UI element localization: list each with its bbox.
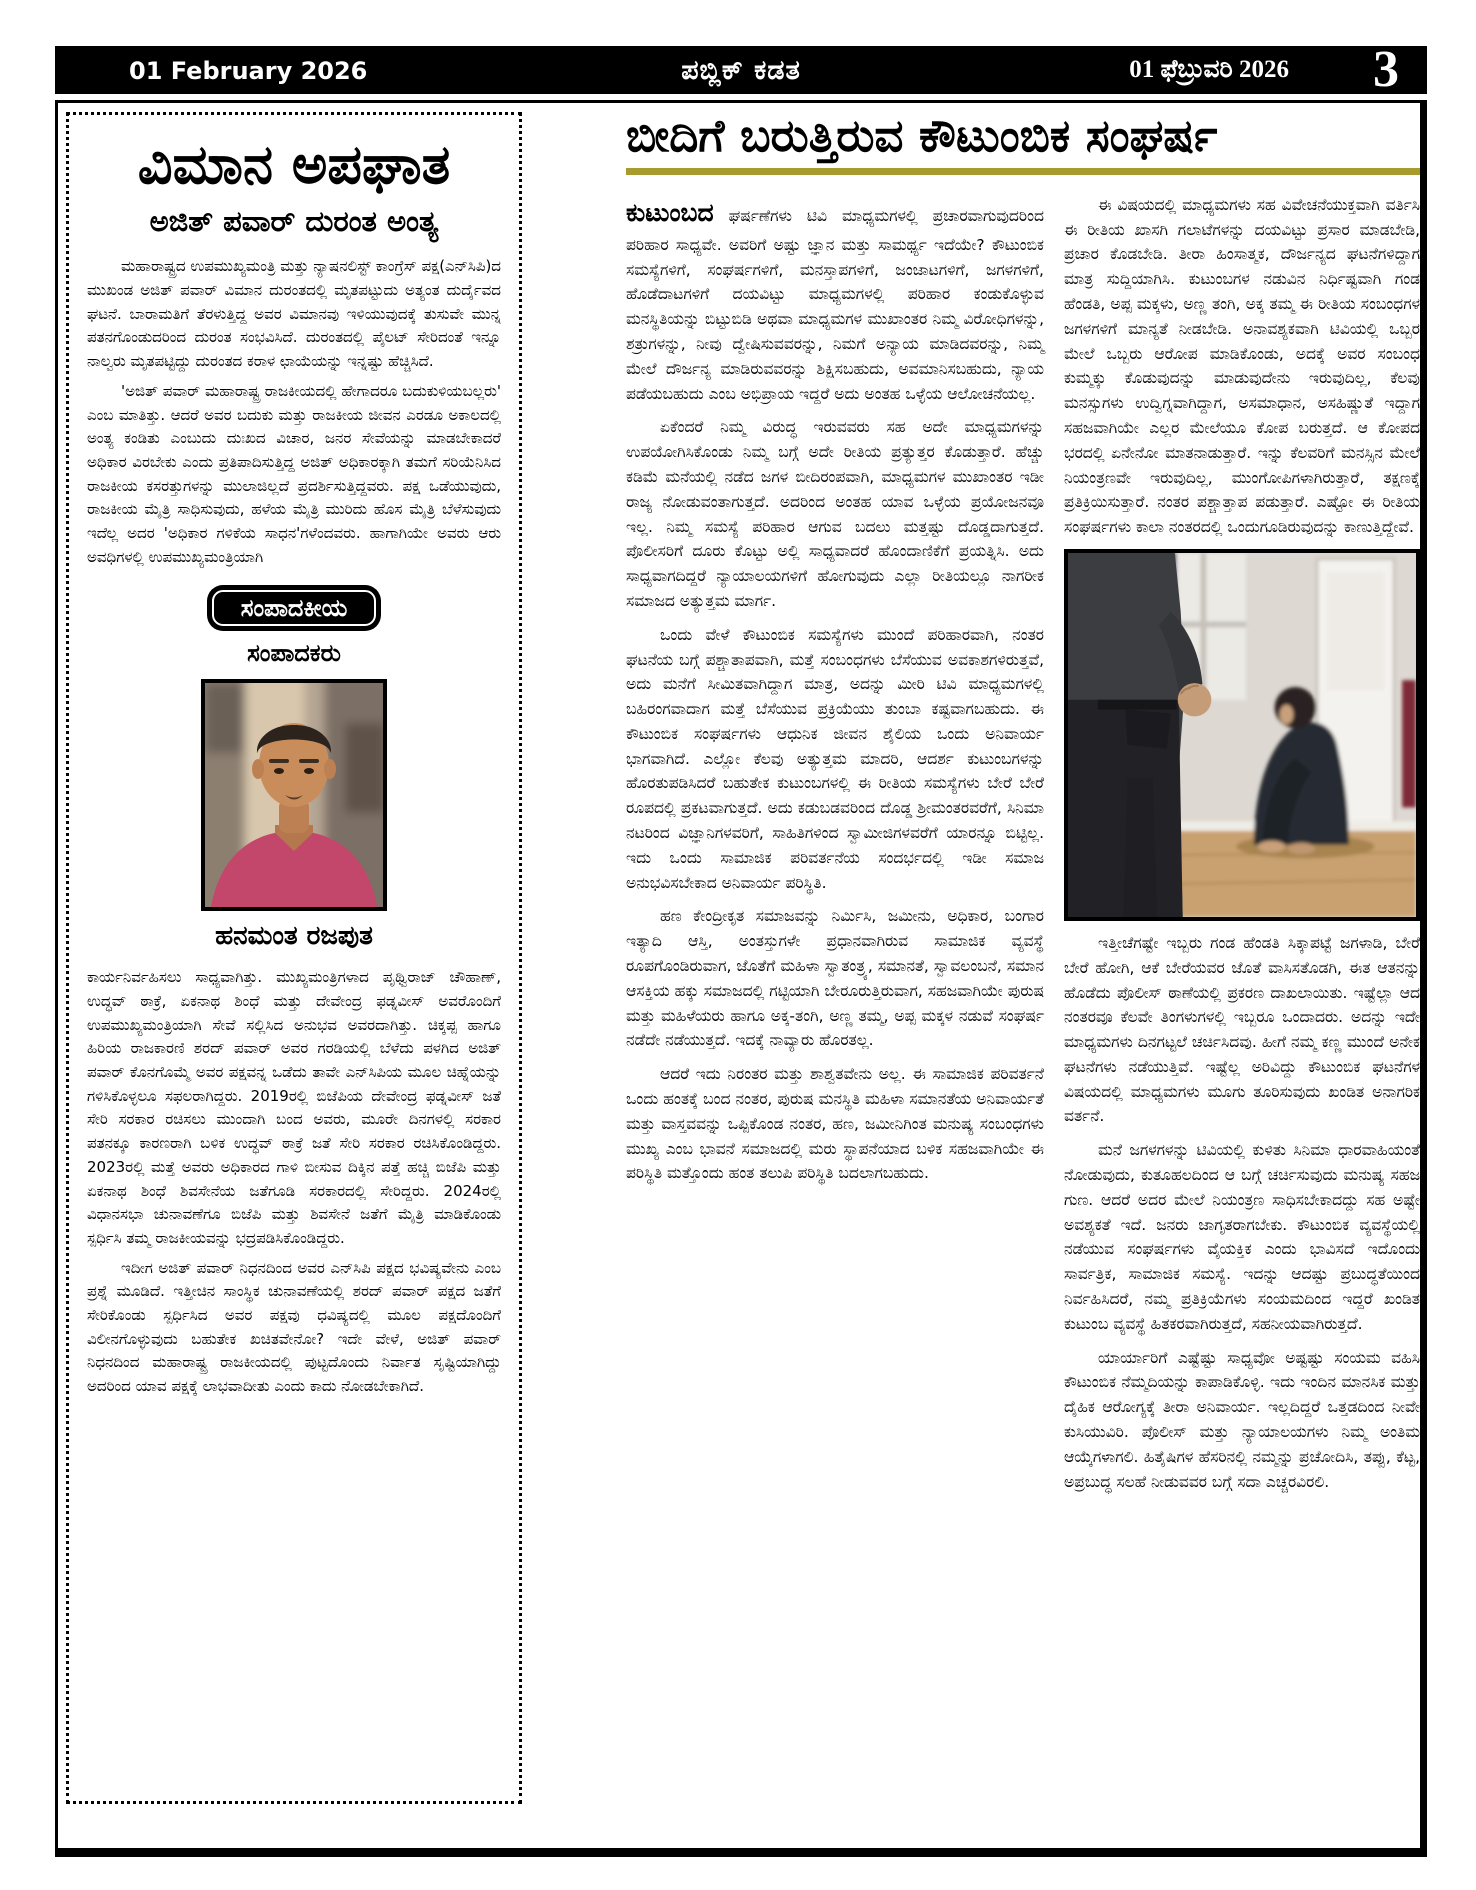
editorial-paragraph: 'ಅಜಿತ್ ಪವಾರ್ ಮಹಾರಾಷ್ಟ್ರ ರಾಜಕೀಯದಲ್ಲಿ ಹೇಗಾದರೂ ಬದುಕುಳಿಯಬಲ್ಲರು' ಎಂಬ ಮಾತಿತ್ತು. ಆದರೆ ಅವರ ಬದುಕು ಮತ್ತು ರಾಜಕೀಯ ಜೀವನ ಎರಡೂ ಅಕಾಲದಲ್ಲಿ ಅಂತ್ಯ ಕಂಡಿತು ಎಂಬುದು ದುಃಖದ ವಿಚಾರ, ಜನರ ಸೇವೆಯನ್ನು ಮಾಡಬೇಕಾದರೆ ಅಧಿಕಾರ ವಿರಬೇಕು ಎಂದು ಪ್ರತಿಪಾದಿಸುತ್ತಿದ್ದ ಅಜಿತ್ ಅಧಿಕಾರಕ್ಕಾಗಿ ತಮಗೆ ಸರಿಯೆನಿಸಿದ ರಾಜಕೀಯ ಕಸರತ್ತುಗಳನ್ನು ಮುಲಾಜಿಲ್ಲದೆ ಪ್ರದರ್ಶಿಸುತ್ತಿದ್ದವರು. ಪಕ್ಷ ಒಡೆಯುವುದು, ರಾಜಕೀಯ ಮೈತ್ರಿ ಸಾಧಿಸುವುದು, ಹಳೆಯ ಮೈತ್ರಿ ಮುರಿದು ಹೊಸ ಮೈತ್ರಿ ಬೆಳೆಸುವುದು ಇದೆಲ್ಲ ಅದರ 'ಅಧಿಕಾರ ಗಳಿಕೆಯ ಸಾಧನ'ಗಳೆಂದವರು. ಹಾಗಾಗಿಯೇ ಅವರು ಆರು ಅವಧಿಗಳಲ್ಲಿ ಉಪಮುಖ್ಯಮಂತ್ರಿಯಾಗಿ <box>87 381 501 566</box>
article-lead-paragraph <box>626 193 1044 407</box>
article-column-2 <box>1064 193 1420 1805</box>
editorial-title: ವಿಮಾನ ಅಪಘಾತ <box>137 133 451 196</box>
article-paragraph: ಈ ವಿಷಯದಲ್ಲಿ ಮಾಧ್ಯಮಗಳು ಸಹ ವಿವೇಚನೆಯುಕ್ತವಾಗಿ ವರ್ತಿಸಿ ಈ ರೀತಿಯ ಖಾಸಗಿ ಗಲಾಟೆಗಳನ್ನು ದಯವಿಟ್ಟು ಪ್ರಸಾರ ಮಾಡಬೇಡಿ, ಪ್ರಚಾರ ಕೊಡಬೇಡಿ. ತೀರಾ ಹಿಂಸಾತ್ಮಕ, ದೌರ್ಜನ್ಯದ ಘಟನೆಗಳಿದ್ದಾಗ ಮಾತ್ರ ಸುದ್ದಿಯಾಗಿಸಿ. ಕುಟುಂಬಗಳ ನಡುವಿನ ನಿರ್ಧಿಷ್ಟವಾಗಿ ಗಂಡ ಹೆಂಡತಿ, ಅಪ್ಪ ಮಕ್ಕಳು, ಅಣ್ಣ ತಂಗಿ, ಅಕ್ಕ ತಮ್ಮ ಈ ರೀತಿಯ ಸಂಬಂಧಗಳ ಜಗಳಗಳಿಗೆ ಮಾನ್ಯತೆ ನೀಡಬೇಡಿ. ಅನಾವಶ್ಯಕವಾಗಿ ಟಿವಿಯಲ್ಲಿ ಒಬ್ಬರ ಮೇಲೆ ಒಬ್ಬರು ಆರೋಪ ಮಾಡಿಕೊಂಡು, ಅದಕ್ಕೆ ಅವರ ಸಂಬಂಧ ಕುಮ್ಮಕ್ಕು ಕೊಡುವುದನ್ನು ಮಾಡುವುದೇನು ಇರುವುದಿಲ್ಲ, ಕೆಲವು ಮನಸ್ಸುಗಳು ಉದ್ವಿಗ್ನವಾಗಿದ್ದಾಗ, ಅಸಮಾಧಾನ, ಅಸಹಿಷ್ಣುತೆ ಇದ್ದಾಗ ಸಹಜವಾಗಿಯೇ ಎಲ್ಲರ ಮೇಲೆಯೂ ಕೋಪ ಬರುತ್ತದೆ. ಆ ಕೋಪದ ಭರದಲ್ಲಿ ಏನೇನೋ ಮಾತನಾಡುತ್ತಾರೆ. ಇನ್ನು ಕೆಲವರಿಗೆ ಮನಸ್ಸಿನ ಮೇಲೆ ನಿಯಂತ್ರಣವೇ ಇರುವುದಿಲ್ಲ, ಮುಂಗೋಪಿಗಳಾಗಿರುತ್ತಾರೆ, ತಕ್ಷಣಕ್ಕೆ ಪ್ರತಿಕ್ರಿಯಿಸುತ್ತಾರೆ. ನಂತರ ಪಶ್ಚಾತ್ತಾಪ ಪಡುತ್ತಾರೆ. ಎಷ್ಟೋ ಈ ರೀತಿಯ ಸಂಘರ್ಷಗಳು ಕಾಲಾ ನಂತರದಲ್ಲಿ ಒಂದುಗೂಡಿರುವುದನ್ನು ಕಾಣುತ್ತಿದ್ದೇವೆ. <box>1064 195 1420 537</box>
header-bar <box>55 41 1427 98</box>
article-paragraph: ಮನೆ ಜಗಳಗಳನ್ನು ಟಿವಿಯಲ್ಲಿ ಕುಳಿತು ಸಿನಿಮಾ ಧಾರವಾಹಿಯಂತೆ ನೋಡುವುದು, ಕುತೂಹಲದಿಂದ ಆ ಬಗ್ಗೆ ಚರ್ಚಿಸುವುದು ಮನುಷ್ಯ ಸಹಜ ಗುಣ. ಆದರೆ ಅದರ ಮೇಲೆ ನಿಯಂತ್ರಣ ಸಾಧಿಸಬೇಕಾದದ್ದು ಸಹ ಅಷ್ಟೇ ಅವಶ್ಯಕತೆ ಇದೆ. ಜನರು ಜಾಗೃತರಾಗಬೇಕು. ಕೌಟುಂಬಿಕ ವ್ಯವಸ್ಥೆಯಲ್ಲಿ ನಡೆಯುವ ಸಂಘರ್ಷಗಳು ವೈಯಕ್ತಿಕ ಎಂದು ಭಾವಿಸದೆ ಇದೊಂದು ಸಾರ್ವತ್ರಿಕ, ಸಾಮಾಜಿಕ ಸಮಸ್ಯೆ. ಇದನ್ನು ಆದಷ್ಟು ಪ್ರಬುದ್ಧತೆಯಿಂದ ನಿರ್ವಹಿಸಿದರೆ, ನಮ್ಮ ಪ್ರತಿಕ್ರಿಯೆಗಳು ಸಂಯಮದಿಂದ ಇದ್ದರೆ ಖಂಡಿತ ಕುಟುಂಬ ವ್ಯವಸ್ಥೆ ಹಿತಕರವಾಗಿರುತ್ತದೆ, ಸಹನೀಯವಾಗಿರುತ್ತದೆ. <box>1064 1141 1420 1333</box>
lead-word: ಕುಟುಂಬದ <box>626 197 714 227</box>
editor-label: ಸಂಪಾದಕರು <box>247 639 341 668</box>
lead-paragraph-text: ಘರ್ಷಣೆಗಳು ಟಿವಿ ಮಾಧ್ಯಮಗಳಲ್ಲಿ ಪ್ರಚಾರವಾಗುವುದರಿಂದ ಪರಿಹಾರ ಸಾಧ್ಯವೇ. ಅವರಿಗೆ ಅಷ್ಟು ಜ್ಞಾನ ಮತ್ತು ಸಾಮರ್ಥ್ಯ ಇದೆಯೇ? ಕೌಟುಂಬಿಕ ಸಮಸ್ಯೆಗಳಿಗೆ, ಸಂಘರ್ಷಗಳಿಗೆ, ಮನಸ್ತಾಪಗಳಿಗೆ, ಜಂಜಾಟಗಳಿಗೆ, ಜಗಳಗಳಿಗೆ, ಹೊಡೆದಾಟಗಳಿಗೆ ದಯವಿಟ್ಟು ಮಾಧ್ಯಮಗಳಲ್ಲಿ ಪರಿಹಾರ ಕಂಡುಕೊಳ್ಳುವ ಮನಸ್ಥಿತಿಯನ್ನು ಬಿಟ್ಟುಬಿಡಿ ಅಥವಾ ಮಾಧ್ಯಮಗಳ ಮುಖಾಂತರ ನಿಮ್ಮ ವಿರೋಧಿಗಳನ್ನು, ಶತ್ರುಗಳನ್ನು, ನೀವು ದ್ವೇಷಿಸುವವರನ್ನು, ನಿಮಗೆ ಅನ್ಯಾಯ ಮಾಡಿದವರನ್ನು, ನಿಮ್ಮ ಮೇಲೆ ದೌರ್ಜನ್ಯ ಮಾಡಿರುವವರನ್ನು ಶಿಕ್ಷಿಸಬಹುದು, ಅವಮಾನಿಸಬಹುದು, ನ್ಯಾಯ ಪಡೆಯಬಹುದು ಎಂಬ ಅಭಿಪ್ರಾಯ ಇದ್ದರೆ ಅದು ಅಂತಹ ಒಳ್ಳೆಯ ಆಲೋಚನೆಯಲ್ಲ. <box>626 206 1044 403</box>
editorial-paragraph: ಕಾರ್ಯನಿರ್ವಹಿಸಲು ಸಾಧ್ಯವಾಗಿತ್ತು. ಮುಖ್ಯಮಂತ್ರಿಗಳಾದ ಪೃಥ್ವಿರಾಜ್ ಚೌಹಾಣ್, ಉದ್ಧವ್ ಠಾಕ್ರೆ, ಏಕನಾಥ ಶಿಂಧೆ ಮತ್ತು ದೇವೇಂದ್ರ ಫಡ್ನವೀಸ್ ಅವರೊಂದಿಗೆ ಉಪಮುಖ್ಯಮಂತ್ರಿಯಾಗಿ ಸೇವೆ ಸಲ್ಲಿಸಿದ ಅನುಭವ ಅವರದಾಗಿತ್ತು. ಚಿಕ್ಕಪ್ಪ ಹಾಗೂ ಹಿರಿಯ ರಾಜಕಾರಣಿ ಶರದ್ ಪವಾರ್ ಅವರ ಗರಡಿಯಲ್ಲಿ ಬೆಳೆದು ಪಳಗಿದ ಅಜಿತ್ ಪವಾರ್ ಕೊನಗೊಮ್ಮೆ ಅವರ ಪಕ್ಷವನ್ನ ಒಡೆದು ತಾವೇ ಎನ್‌ಸಿಪಿಯ ಮೂಲ ಚಿಹ್ನೆಯನ್ನು ಗಳಿಸಿಕೊಳ್ಳಲೂ ಸಫಲರಾಗಿದ್ದರು. 2019ರಲ್ಲಿ ಬಿಜೆಪಿಯ ದೇವೇಂದ್ರ ಫಡ್ನವೀಸ್ ಜತೆ ಸೇರಿ ಸರಕಾರ ರಚಿಸಲು ಮುಂದಾಗಿ ಬಂದ ಅವರು, ಮೂರೇ ದಿನಗಳಲ್ಲಿ ಸರಕಾರ ಪತನಕ್ಕೂ ಕಾರಣರಾಗಿ ಬಳಿಕ ಉದ್ಧವ್ ಠಾಕ್ರೆ ಜತೆ ಸೇರಿ ಸರಕಾರ ರಚಿಸಿಕೊಂಡಿದ್ದರು. 2023ರಲ್ಲಿ ಮತ್ತೆ ಅವರು ಅಧಿಕಾರದ ಗಾಳಿ ಬೀಸುವ ದಿಕ್ಕಿನ ಪತ್ತೆ ಹಚ್ಚಿ ಬಿಜೆಪಿ ಮತ್ತು ಏಕನಾಥ ಶಿಂಧೆ ಶಿವಸೇನೆಯ ಜತೆಗೂಡಿ ಸರಕಾರದಲ್ಲಿ ಸೇರಿದ್ದರು. 2024ರಲ್ಲಿ ವಿಧಾನಸಭಾ ಚುನಾವಣೆಗೂ ಬಿಜೆಪಿ ಮತ್ತು ಶಿವಸೇನೆ ಜತೆಗೆ ಮೈತ್ರಿ ಮಾಡಿಕೊಂಡು ಸ್ಪರ್ಧಿಸಿ ತಮ್ಮ ರಾಜಕೀಯವನ್ನು ಭದ್ರಪಡಿಸಿಕೊಂಡಿದ್ದರು. <box>87 968 501 1247</box>
editor-photo <box>201 679 387 911</box>
main-article <box>626 110 1420 1850</box>
header-date-english: 01 February 2026 <box>129 57 368 85</box>
article-paragraph: ಏಕೆಂದರೆ ನಿಮ್ಮ ವಿರುದ್ಧ ಇರುವವರು ಸಹ ಅದೇ ಮಾಧ್ಯಮಗಳನ್ನು ಉಪಯೋಗಿಸಿಕೊಂಡು ನಿಮ್ಮ ಬಗ್ಗೆ ಅದೇ ರೀತಿಯ ಪ್ರತ್ಯುತ್ತರ ಕೊಡುತ್ತಾರೆ. ಹೆಚ್ಚು ಕಡಿಮೆ ಮನೆಯಲ್ಲಿ ನಡೆದ ಜಗಳ ಬೀದಿರಂಪವಾಗಿ, ಮಾಧ್ಯಮಗಳ ಮುಖಾಂತರ ಇಡೀ ರಾಜ್ಯ ನೋಡುವಂತಾಗುತ್ತದೆ. ಅದರಿಂದ ಅಂತಹ ಯಾವ ಒಳ್ಳೆಯ ಪ್ರಯೋಜನವೂ ಇಲ್ಲ. ನಿಮ್ಮ ಸಮಸ್ಯೆ ಪರಿಹಾರ ಆಗುವ ಬದಲು ಮತ್ತಷ್ಟು ದೊಡ್ಡದಾಗುತ್ತದೆ. ಪೊಲೀಸರಿಗೆ ದೂರು ಕೊಟ್ಟು ಅಲ್ಲಿ ಸಾಧ್ಯವಾದರೆ ಹೊಂದಾಣಿಕೆಗೆ ಪ್ರಯತ್ನಿಸಿ. ಅದು ಸಾಧ್ಯವಾಗದಿದ್ದರೆ ನ್ಯಾಯಾಲಯಗಳಿಗೆ ಹೋಗುವುದು ಎಲ್ಲಾ ರೀತಿಯಲ್ಲೂ ನಾಗರೀಕ ಸಮಾಜದ ಅತ್ಯುತ್ತಮ ಮಾರ್ಗ. <box>626 418 1044 610</box>
article-column-1 <box>626 193 1044 1805</box>
editorial-paragraph: ಮಹಾರಾಷ್ಟ್ರದ ಉಪಮುಖ್ಯಮಂತ್ರಿ ಮತ್ತು ನ್ಯಾಷನಲಿಸ್ಟ್ ಕಾಂಗ್ರೆಸ್ ಪಕ್ಷ(ಎನ್‌ಸಿಪಿ)ದ ಮುಖಂಡ ಅಜಿತ್ ಪವಾರ್ ವಿಮಾನ ದುರಂತದಲ್ಲಿ ಮೃತಪಟ್ಟುದು ಅತ್ಯಂತ ದುರ್ದೈವದ ಘಟನೆ. ಬಾರಾಮತಿಗೆ ತೆರಳುತ್ತಿದ್ದ ಅವರ ವಿಮಾನವು ಇಳಿಯುವುದಕ್ಕೆ ತುಸುವೇ ಮುನ್ನ ಪತನಗೊಂಡುದರಿಂದ ದುರಂತ ಸಂಭವಿಸಿದೆ. ದುರಂತದಲ್ಲಿ ಪೈಲಟ್ ಸೇರಿದಂತೆ ಇನ್ನೂ ನಾಲ್ವರು ಮೃತಪಟ್ಟಿದ್ದು ದುರಂತದ ಕರಾಳ ಛಾಯೆಯನ್ನು ಇನ್ನಷ್ಟು ಹೆಚ್ಚಿಸಿದೆ. <box>87 257 501 371</box>
article-headline: ಬೀದಿಗೆ ಬರುತ್ತಿರುವ ಕೌಟುಂಬಿಕ ಸಂಘರ್ಷ <box>626 109 1218 162</box>
masthead-title: ಪಬ್ಲಿಕ್ ಕಡತ <box>681 55 801 86</box>
editorial-box <box>66 112 522 1804</box>
page-number: 3 <box>1373 41 1399 98</box>
editor-portrait-illustration <box>205 683 383 907</box>
article-paragraph: ಆದರೆ ಇದು ನಿರಂತರ ಮತ್ತು ಶಾಶ್ವತವೇನು ಅಲ್ಲ. ಈ ಸಾಮಾಜಿಕ ಪರಿವರ್ತನೆ ಒಂದು ಹಂತಕ್ಕೆ ಬಂದ ನಂತರ, ಪುರುಷ ಮನಸ್ಥಿತಿ ಮಹಿಳಾ ಸಮಾನತೆಯ ಅನಿವಾರ್ಯತೆ ಮತ್ತು ವಾಸ್ತವವನ್ನು ಒಪ್ಪಿಕೊಂಡ ನಂತರ, ಹಣ, ಜಮೀನಿಗಿಂತ ಮನುಷ್ಯ ಸಂಬಂಧಗಳು ಮುಖ್ಯ ಎಂಬ ಭಾವನೆ ಸಮಾಜದಲ್ಲಿ ಮರು ಸ್ಥಾಪನೆಯಾದ ಬಳಿಕ ಸಹಜವಾಗಿಯೇ ಈ ಪರಿಸ್ಥಿತಿ ಮತ್ತೊಂದು ಹಂತ ತಲುಪಿ ಪರಿಸ್ಥಿತಿ ಬದಲಾಗಬಹುದು. <box>626 1065 1044 1183</box>
conflict-photo <box>1064 549 1420 921</box>
editorial-badge-row <box>87 585 501 631</box>
editorial-badge: ಸಂಪಾದಕೀಯ <box>207 585 382 631</box>
article-paragraph: ಹಣ ಕೇಂದ್ರೀಕೃತ ಸಮಾಜವನ್ನು ನಿರ್ಮಿಸಿ, ಜಮೀನು, ಅಧಿಕಾರ, ಬಂಗಾರ ಇತ್ಯಾದಿ ಆಸ್ತಿ, ಅಂತಸ್ತುಗಳೇ ಪ್ರಧಾನವಾಗಿರುವ ಸಾಮಾಜಿಕ ವ್ಯವಸ್ಥೆ ರೂಪಗೊಂಡಿರುವಾಗ, ಜೊತೆಗೆ ಮಹಿಳಾ ಸ್ವಾತಂತ್ರ್ಯ, ಸಮಾನತೆ, ಸ್ವಾವಲಂಬನೆ, ಸಮಾನ ಆಸಕ್ತಿಯ ಹಕ್ಕು ಸಮಾಜದಲ್ಲಿ ಗಟ್ಟಿಯಾಗಿ ಬೇರೂರುತ್ತಿರುವಾಗ, ಸಹಜವಾಗಿಯೇ ಪುರುಷ ಮತ್ತು ಮಹಿಳೆಯರು ಹಾಗೂ ಅಕ್ಕ-ತಂಗಿ, ಅಣ್ಣ ತಮ್ಮ, ಅಪ್ಪ ಮಕ್ಕಳ ನಡುವೆ ಸಂಘರ್ಷ ನಡೆದೇ ನಡೆಯುತ್ತದೆ. ಇದಕ್ಕೆ ನಾವ್ಯಾರು ಹೊರತಲ್ಲ. <box>626 907 1044 1050</box>
article-columns <box>626 193 1420 1805</box>
header-date-kannada: 01 ಫೆಬ್ರುವರಿ 2026 <box>1129 56 1289 83</box>
editorial-paragraph: ಇದೀಗ ಅಜಿತ್ ಪವಾರ್ ನಿಧನದಿಂದ ಅವರ ಎನ್‌ಸಿಪಿ ಪಕ್ಷದ ಭವಿಷ್ಯವೇನು ಎಂಬ ಪ್ರಶ್ನೆ ಮೂಡಿದೆ. ಇತ್ತೀಚಿನ ಸಾಂಸ್ಥಿಕ ಚುನಾವಣೆಯಲ್ಲಿ ಶರದ್ ಪವಾರ್ ಪಕ್ಷದ ಜತೆಗೆ ಸೇರಿಕೊಂಡು ಸ್ಪರ್ಧಿಸಿದ ಅವರ ಪಕ್ಷವು ಧವಿಷ್ಯದಲ್ಲಿ ಮೂಲ ಪಕ್ಷದೊಂದಿಗೆ ವಿಲೀನಗೊಳ್ಳುವುದು ಬಹುತೇಕ ಖಚಿತವೇನೋ? ಇದೇ ವೇಳೆ, ಅಜಿತ್ ಪವಾರ್ ನಿಧನದಿಂದ ಮಹಾರಾಷ್ಟ್ರ ರಾಜಕೀಯದಲ್ಲಿ ಪುಟ್ಟದೊಂದು ನಿರ್ವಾತ ಸೃಷ್ಟಿಯಾಗಿದ್ದು ಅದರಿಂದ ಯಾವ ಪಕ್ಷಕ್ಕೆ ಲಾಭವಾದೀತು ಎಂದು ಕಾದು ನೋಡಬೇಕಾಗಿದೆ. <box>87 1258 501 1396</box>
editorial-subtitle: ಅಜಿತ್ ಪವಾರ್ ದುರಂತ ಅಂತ್ಯ <box>149 204 439 239</box>
article-paragraph: ಒಂದು ವೇಳೆ ಕೌಟುಂಬಿಕ ಸಮಸ್ಯೆಗಳು ಮುಂದೆ ಪರಿಹಾರವಾಗಿ, ನಂತರ ಘಟನೆಯ ಬಗ್ಗೆ ಪಶ್ಚಾತಾಪವಾಗಿ, ಮತ್ತೆ ಸಂಬಂಧಗಳು ಬೆಸೆಯುವ ಅವಕಾಶಗಳಿರುತ್ತವೆ, ಅದು ಮನೆಗೆ ಸೀಮಿತವಾಗಿದ್ದಾಗ ಮಾತ್ರ, ಅದನ್ನು ಮೀರಿ ಟಿವಿ ಮಾಧ್ಯಮಗಳಲ್ಲಿ ಬಹಿರಂಗವಾದಾಗ ಮತ್ತೆ ಬೆಸೆಯುವ ಪ್ರಕ್ರಿಯೆಯು ತುಂಬಾ ಕಷ್ಟವಾಗಬಹುದು. ಈ ಕೌಟುಂಬಿಕ ಸಂಘರ್ಷಗಳು ಆಧುನಿಕ ಜೀವನ ಶೈಲಿಯ ಒಂದು ಅನಿವಾರ್ಯ ಭಾಗವಾಗಿದೆ. ಎಲ್ಲೋ ಕೆಲವು ಅತ್ಯುತ್ತಮ ಮಾದರಿ, ಆದರ್ಶ ಕುಟುಂಬಗಳನ್ನು ಹೊರತುಪಡಿಸಿದರೆ ಬಹುತೇಕ ಕುಟುಂಬಗಳಲ್ಲಿ ಈ ರೀತಿಯ ಸಮಸ್ಯೆಗಳು ಬೇರೆ ಬೇರೆ ರೂಪದಲ್ಲಿ ಪ್ರಕಟವಾಗುತ್ತದೆ. ಅದು ಕಡುಬಡವರಿಂದ ದೊಡ್ಡ ಶ್ರೀಮಂತರವರೆಗೆ, ಸಿನಿಮಾ ನಟರಿಂದ ವಿಜ್ಞಾನಿಗಳವರಿಗೆ, ಸಾಹಿತಿಗಳಿಂದ ಸ್ವಾಮೀಜಿಗಳವರೆಗೆ ಯಾರನ್ನೂ ಬಿಟ್ಟಿಲ್ಲ. ಇದು ಒಂದು ಸಾಮಾಜಿಕ ಪರಿವರ್ತನೆಯ ಸಂದರ್ಭದಲ್ಲಿ ಇಡೀ ಸಮಾಜ ಅನುಭವಿಸಬೇಕಾದ ಅನಿವಾರ್ಯ ಪರಿಸ್ಥಿತಿ. <box>626 625 1044 892</box>
article-paragraph: ಯಾರ್ಯಾರಿಗೆ ಎಷ್ಟೆಷ್ಟು ಸಾಧ್ಯವೋ ಅಷ್ಟಷ್ಟು ಸಂಯಮ ವಹಿಸಿ ಕೌಟುಂಬಿಕ ನೆಮ್ಮದಿಯನ್ನು ಕಾಪಾಡಿಕೊಳ್ಳಿ. ಇದು ಇಂದಿನ ಮಾನಸಿಕ ಮತ್ತು ದೈಹಿಕ ಆರೋಗ್ಯಕ್ಕೆ ತೀರಾ ಅನಿವಾರ್ಯ. ಇಲ್ಲದಿದ್ದರೆ ಒತ್ತಡದಿಂದ ನೀವೇ ಕುಸಿಯುವಿರಿ. ಪೊಲೀಸ್ ಮತ್ತು ನ್ಯಾಯಾಲಯಗಳು ನಿಮ್ಮ ಅಂತಿಮ ಆಯ್ಕೆಗಳಾಗಲಿ. ಹಿತೈಷಿಗಳ ಹೆಸರಿನಲ್ಲಿ ನಮ್ಮನ್ನು ಪ್ರಚೋದಿಸಿ, ತಪ್ಪು, ಕೆಟ್ಟ, ಅಪ್ರಬುದ್ಧ ಸಲಹೆ ನೀಡುವವರ ಬಗ್ಗೆ ಸದಾ ಎಚ್ಚರವಿರಲಿ. <box>1064 1348 1420 1491</box>
conflict-photo-illustration <box>1068 553 1416 917</box>
editor-name: ಹನಮಂತ ರಜಪುತ <box>215 921 373 952</box>
headline-underline <box>626 168 1420 175</box>
article-paragraph: ಇತ್ತೀಚೆಗಷ್ಟೇ ಇಬ್ಬರು ಗಂಡ ಹೆಂಡತಿ ಸಿಕ್ಕಾಪಟ್ಟೆ ಜಗಳಾಡಿ, ಬೇರೆ ಬೇರೆ ಹೋಗಿ, ಆಕೆ ಬೇರೆಯವರ ಜೊತೆ ವಾಸಿಸತೊಡಗಿ, ಈತ ಆತನನ್ನು ಹೊಡೆದು ಪೊಲೀಸ್ ಠಾಣೆಯಲ್ಲಿ ಪ್ರಕರಣ ದಾಖಲಾಯಿತು. ಇಷ್ಟೆಲ್ಲಾ ಆದ ನಂತರವೂ ಕೆಲವೇ ತಿಂಗಳುಗಳಲ್ಲಿ ಇಬ್ಬರೂ ಒಂದಾದರು. ಅದನ್ನು ಇದೇ ಮಾಧ್ಯಮಗಳು ದಿನಗಟ್ಟಲೆ ಚರ್ಚಿಸಿದವು. ಹೀಗೆ ನಮ್ಮ ಕಣ್ಣ ಮುಂದೆ ಅನೇಕ ಘಟನೆಗಳು ನಡೆಯುತ್ತಿವೆ. ಇಷ್ಟೆಲ್ಲ ಅರಿವಿದ್ದು ಕೌಟುಂಬಿಕ ಘಟನೆಗಳ ವಿಷಯದಲ್ಲಿ ಮಾಧ್ಯಮಗಳು ಮೂಗು ತೂರಿಸುವುದು ಖಂಡಿತ ಅನಾಗರಿಕ ವರ್ತನೆ. <box>1064 933 1420 1126</box>
